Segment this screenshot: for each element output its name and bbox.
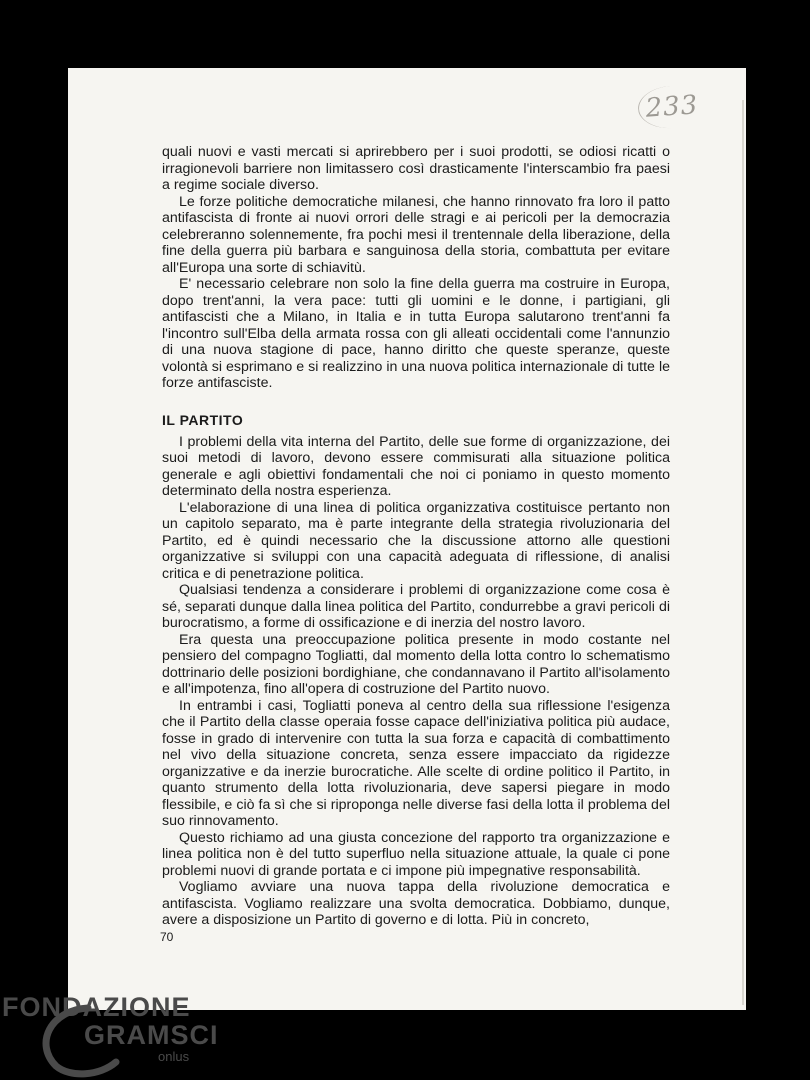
paragraph: Era questa una preoccupazione politica presente in modo costante nel pensiero del compagno Togliatti, dal momento della lotta contro lo schematismo dottrinario delle posizioni bordighiane, che condannavano il Partito all'isolamento e all'impotenza, fino all'opera di costruzione del Partito nuovo. xyxy=(162,631,670,697)
watermark-line-1: FONDAZIONE xyxy=(2,992,191,1022)
handwritten-page-annotation: 233 xyxy=(637,84,707,131)
page-edge-shadow xyxy=(742,100,744,1005)
page-number: 70 xyxy=(160,930,174,944)
paragraph: quali nuovi e vasti mercati si aprirebbero per i suoi prodotti, se odiosi ricatti o irragionevoli barriere non limitassero così drasticamente l'interscambio fra paesi a regime sociale diverso. xyxy=(162,144,670,193)
watermark-line-3: onlus xyxy=(158,1049,190,1064)
paragraph: I problemi della vita interna del Partito, delle sue forme di organizzazione, dei suoi metodi di lavoro, devono essere commisurati alla situazione politica generale e agli obiettivi fondamentali che noi ci poniamo in questo momento determinato della nostra esperienza. xyxy=(162,433,670,499)
watermark-line-2: GRAMSCI xyxy=(84,1020,219,1050)
paragraph: Vogliamo avviare una nuova tappa della rivoluzione democratica e antifascista. Vogliamo realizzare una svolta democratica. Dobbiamo, dunque, avere a disposizione un Partito di governo e di lotta. Più in concreto, xyxy=(162,879,670,928)
paragraph: Qualsiasi tendenza a considerare i problemi di organizzazione come cosa è sé, separati dunque dalla linea politica del Partito, condurrebbe a gravi pericoli di burocratismo, a forme di ossificazione e di inerzia del nostro lavoro. xyxy=(162,582,670,631)
paragraph: In entrambi i casi, Togliatti poneva al centro della sua riflessione l'esigenza che il Partito della classe operaia fosse capace dell'iniziativa politica più audace, fosse in grado di intervenire con tutta la sua forza e capacità di combattimento nel vivo della situazione concreta, senza essere impacciato da rigidezze organizzative e da inerzie burocratiche. Alle scelte di ordine politico il Partito, in quanto strumento della lotta rivoluzionaria, deve sapersi piegare in modo flessibile, e ciò fa sì che si riproponga nelle diverse fasi della lotta il problema del suo rinnovamento. xyxy=(162,697,670,829)
paragraph: L'elaborazione di una linea di politica organizzativa costituisce pertanto non un capitolo separato, ma è parte integrante della strategia rivoluzionaria del Partito, ed è quindi necessario che la discussione attorno alle questioni organizzative si sviluppi con una capacità adeguata di riflessione, di analisi critica e di penetrazione politica. xyxy=(162,499,670,582)
paragraph: E' necessario celebrare non solo la fine della guerra ma costruire in Europa, dopo trent'anni, la vera pace: tutti gli uomini e le donne, i partigiani, gli antifascisti che a Milano, in Italia e in tutta Europa salutarono trent'anni fa l'incontro sull'Elba della armata rossa con gli alleati occidentali come l'annunzio di una nuova stagione di pace, hanno diritto che queste speranze, queste volontà si esprimano e si realizzino in una nuova politica internazionale di tutte le forze antifasciste. xyxy=(162,276,670,391)
body-text xyxy=(162,144,670,929)
paragraph: Le forze politiche democratiche milanesi, che hanno rinnovato fra loro il patto antifascista di fronte ai nuovi orrori delle stragi e ai pericoli per la democrazia celebreranno solennemente, fra pochi mesi il trentennale della liberazione, della fine della guerra più barbara e sanguinosa della storia, combattuta per evitare all'Europa una sorte di schiavitù. xyxy=(162,193,670,276)
paragraph: Questo richiamo ad una giusta concezione del rapporto tra organizzazione e linea politica non è del tutto superfluo nella situazione attuale, la quale ci pone problemi nuovi di grande portata e ci impone più impegnative responsabilità. xyxy=(162,829,670,879)
section-heading: IL PARTITO xyxy=(162,411,244,428)
watermark-logo xyxy=(0,980,260,1080)
